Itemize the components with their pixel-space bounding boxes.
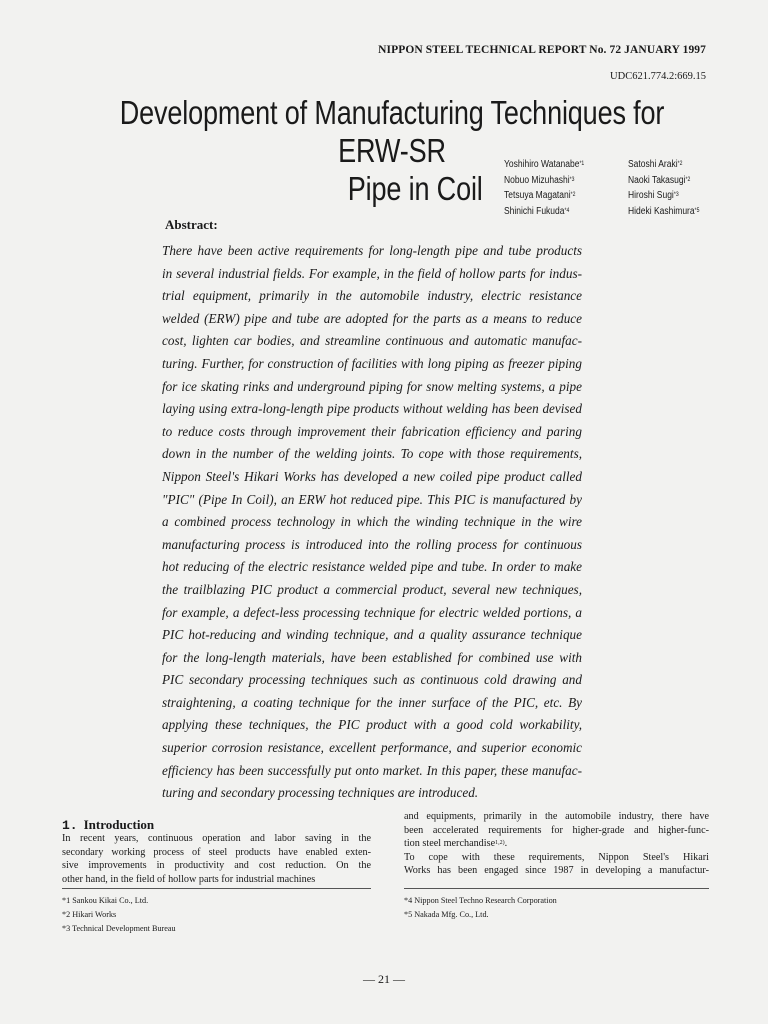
abstract-line: manufacturing process is introduced into the rolling process for continuous bbox=[162, 536, 582, 552]
intro-left-column bbox=[62, 832, 371, 886]
abstract-body bbox=[162, 240, 582, 805]
footnote: *1 Sankou Kikai Co., Ltd. bbox=[62, 896, 149, 905]
text-line: secondary working process of steel products have enabled exten- bbox=[62, 846, 371, 858]
abstract-line: the trailblazing PIC product a commercial product, several new techniques, bbox=[162, 581, 582, 597]
abstract-line: for example, a defect-less processing technique for electric welded portions, a bbox=[162, 604, 582, 620]
paper-title bbox=[109, 94, 675, 208]
authors-column-2 bbox=[628, 157, 699, 219]
abstract-line: "PIC" (Pipe In Coil), an ERW hot reduced pipe. This PIC is manufactured by bbox=[162, 491, 582, 507]
author: Shinichi Fukuda$^{*4}$ bbox=[504, 205, 570, 217]
abstract-line: hot reducing of the electric resistance welded pipe and tube. In order to make bbox=[162, 559, 582, 575]
text-line: sive improvements in productivity and cost reduction. On the bbox=[62, 860, 371, 872]
abstract-line: There have been active requirements for long-length pipe and tube products bbox=[162, 243, 582, 258]
abstract-line: in several industrial fields. For example, in the field of hollow parts for indus- bbox=[162, 265, 582, 281]
abstract-line: turing. Further, for construction of facilities with long piping as freezer piping bbox=[162, 355, 582, 371]
abstract-line: for the long-length materials, have been established for combined use with bbox=[162, 649, 582, 665]
page-number: — 21 — bbox=[363, 972, 405, 986]
authors-column-1 bbox=[504, 157, 584, 219]
author: Nobuo Mizuhashi$^{*3}$ bbox=[504, 174, 575, 186]
abstract-line: efficiency has been successfully put onto market. In this paper, these manufac- bbox=[162, 762, 582, 778]
author: Hideki Kashimura$^{*5}$ bbox=[628, 205, 700, 217]
text-line: Works has been engaged since 1987 in developing a manufactur- bbox=[404, 865, 709, 877]
footnotes-right bbox=[404, 894, 557, 922]
journal-header: NIPPON STEEL TECHNICAL REPORT No. 72 JANUARY 1997 bbox=[378, 44, 706, 56]
footnote: *5 Nakada Mfg. Co., Ltd. bbox=[404, 910, 489, 919]
abstract-line: Nippon Steel's Hikari Works has developed a new coiled pipe product called bbox=[162, 468, 582, 484]
abstract-line: turing and secondary processing techniques are introduced. bbox=[162, 785, 479, 801]
footnote-rule-left bbox=[62, 888, 371, 889]
text-line: and equipments, primarily in the automobile industry, there have bbox=[404, 811, 709, 822]
abstract-label: Abstract: bbox=[165, 217, 218, 232]
title-line-2: Pipe in Coil bbox=[347, 170, 483, 207]
title-line-1: Development of Manufacturing Techniques for ERW-SR bbox=[119, 94, 665, 169]
text-line: been accelerated requirements for higher-grade and higher-func- bbox=[404, 824, 709, 836]
abstract-line: trial equipment, primarily in the automobile industry, electric resistance bbox=[162, 288, 582, 304]
abstract-line: laying using extra-long-length pipe products without welding has been devised bbox=[162, 401, 582, 417]
author: Yoshihiro Watanabe$^{*1}$ bbox=[504, 159, 585, 170]
author: Hiroshi Sugi$^{*3}$ bbox=[628, 190, 679, 201]
abstract-line: straightening, a coating technique for the inner surface of the PIC, etc. By bbox=[162, 694, 582, 710]
footnote: *3 Technical Development Bureau bbox=[62, 924, 176, 933]
section-number: 1. bbox=[62, 818, 78, 833]
abstract-line: a combined process technology in which the winding technique in the wire bbox=[162, 514, 582, 530]
text-line: In recent years, continuous operation and labor saving in the bbox=[62, 833, 371, 844]
text-line: tion steel merchandise$^{1,2)}$. bbox=[404, 838, 508, 850]
text-line: other hand, in the field of hollow parts for industrial machines bbox=[62, 873, 316, 885]
abstract-line: welded (ERW) pipe and tube are adopted for the parts as a means to reduce bbox=[162, 310, 582, 326]
author: Tetsuya Magatani$^{*2}$ bbox=[504, 190, 576, 201]
text-line: To cope with these requirements, Nippon Steel's Hikari bbox=[404, 851, 709, 863]
citation: 1,2) bbox=[495, 840, 505, 847]
section-title: Introduction bbox=[83, 817, 155, 832]
abstract-line: PIC secondary processing techniques such as continuous cold drawing and bbox=[162, 672, 582, 688]
intro-right-column bbox=[404, 810, 709, 878]
abstract-line: superior corrosion resistance, excellent performance, and superior economic bbox=[162, 740, 582, 756]
footnote-rule-right bbox=[404, 888, 709, 889]
abstract-line: applying these techniques, the PIC product with a good cold workability, bbox=[162, 717, 582, 733]
abstract-line: cost, lighten car bodies, and streamline continuous and automatic manufac- bbox=[162, 333, 582, 349]
abstract-line: to reduce costs through improvement their fabrication efficiency and paring bbox=[162, 423, 582, 439]
section-heading-introduction bbox=[62, 817, 154, 833]
udc-code: UDC621.774.2:669.15 bbox=[610, 71, 706, 82]
author: Naoki Takasugi$^{*2}$ bbox=[628, 174, 691, 186]
abstract-line: for ice skating rinks and underground piping for snow melting systems, a pipe bbox=[162, 378, 582, 394]
footnote: *2 Hikari Works bbox=[62, 910, 117, 919]
footnotes-left bbox=[62, 894, 176, 936]
abstract-line: PIC hot-reducing and winding technique, and a quality assurance technique bbox=[162, 627, 582, 643]
author: Satoshi Araki$^{*2}$ bbox=[628, 159, 683, 170]
footnote: *4 Nippon Steel Techno Research Corporation bbox=[404, 896, 557, 905]
abstract-line: down in the number of the welding joints. To cope with those requirements, bbox=[162, 446, 582, 462]
